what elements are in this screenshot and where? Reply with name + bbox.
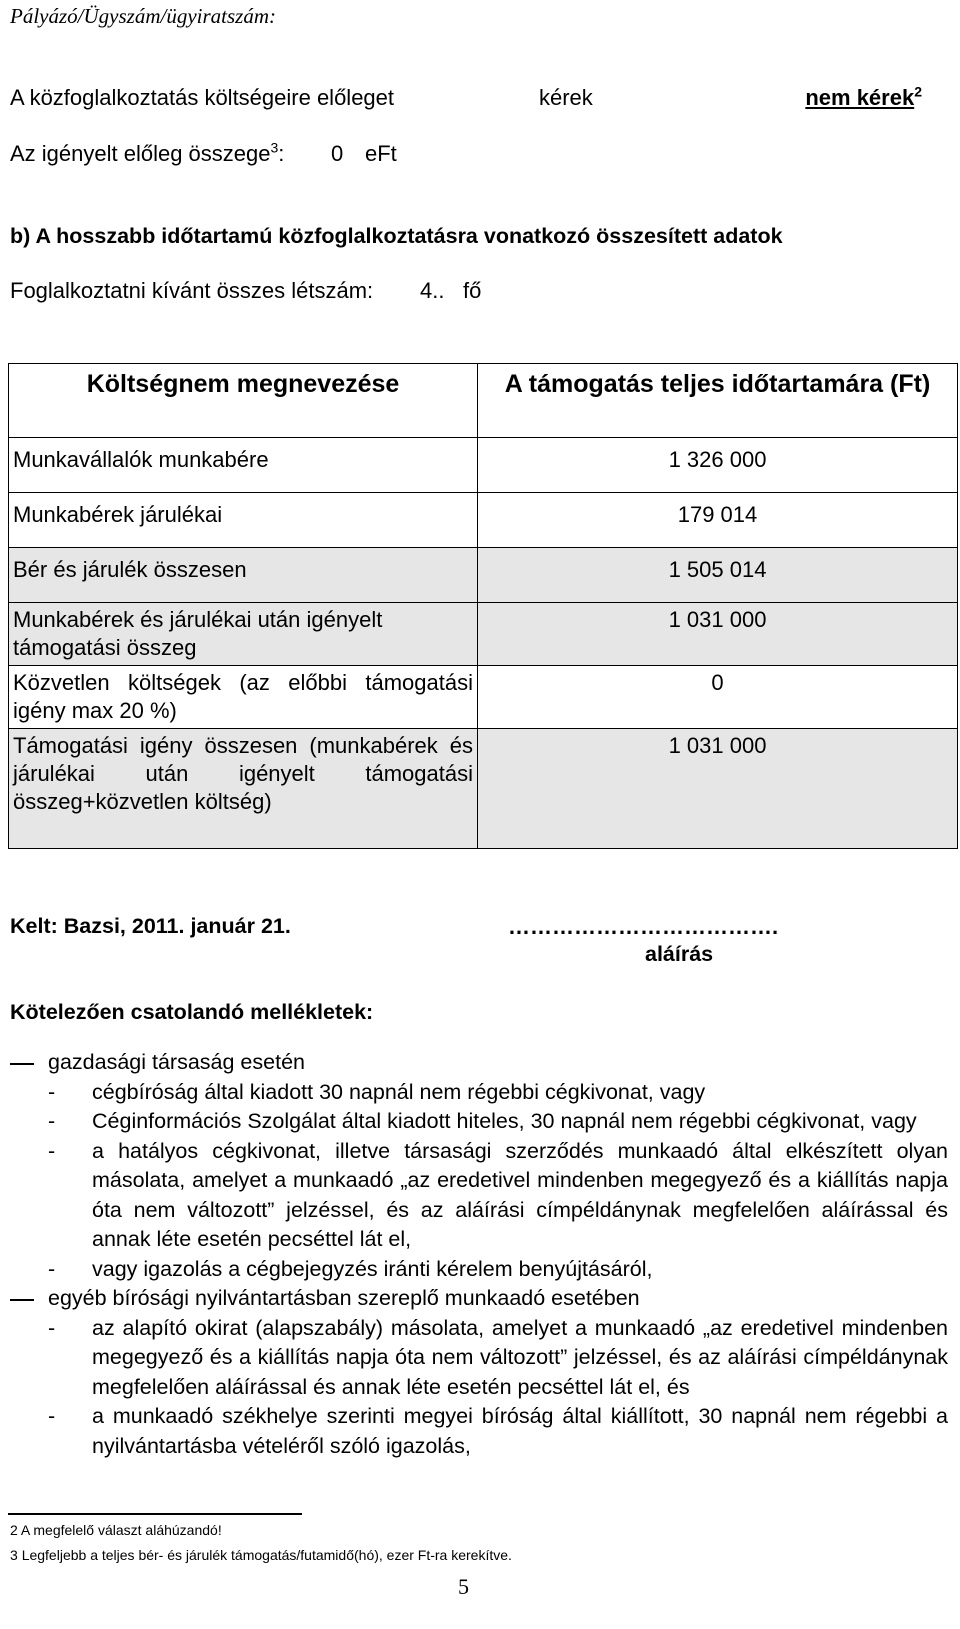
list-item (8, 1078, 948, 1108)
dated-place: Kelt: Bazsi, 2011. január 21. (10, 914, 291, 938)
row-label (9, 666, 478, 729)
advance-amount-unit: eFt (365, 141, 397, 166)
row-label: Munkavállalók munkabére (9, 438, 478, 493)
attachments-title: Kötelezően csatolandó mellékletek: (10, 1000, 374, 1024)
row-label: Munkabérek járulékai (9, 493, 478, 548)
list-item (8, 1137, 948, 1255)
table-row (9, 493, 958, 548)
headcount-value: 4.. (420, 278, 445, 303)
row-label (9, 729, 478, 849)
page-number: 5 (458, 1574, 469, 1599)
list-item (8, 1107, 948, 1137)
footnote-ref-3: 3 (270, 139, 279, 156)
dash-marker: - (48, 1404, 56, 1428)
footnote-text: A megfelelő választ aláhúzandó! (20, 1522, 222, 1538)
footnote-ref-2: 2 (914, 83, 922, 100)
headcount-unit: fő (463, 278, 482, 303)
list-item-text: a munkaadó székhelye szerinti megyei bíróság által kiállított, 30 napnál nem régebbi a nyilvántartásba vételéről szóló igazolás, (92, 1404, 948, 1458)
col-header-cost-type: Költségnem megnevezése (9, 364, 478, 438)
row-value: 1 031 000 (478, 729, 958, 849)
option-nem-kerek-text: nem kérek (805, 85, 915, 110)
table-header-row (9, 364, 958, 438)
col-header-support-total: A támogatás teljes időtartamára (Ft) (478, 364, 958, 438)
signature-dots: ………………………………. (508, 914, 779, 939)
footnote-separator (8, 1513, 302, 1515)
table-row (9, 666, 958, 729)
signature-label: aláírás (645, 942, 714, 966)
row-value: 1 031 000 (478, 603, 958, 666)
row-value: 1 505 014 (478, 548, 958, 603)
row-label: Bér és járulék összesen (9, 548, 478, 603)
dash-marker: - (48, 1315, 56, 1340)
option-kerek[interactable]: kérek (539, 85, 593, 110)
group-label: egyéb bírósági nyilvántartásban szereplő munkaadó esetében (48, 1286, 640, 1310)
footnote (10, 1547, 512, 1563)
footnote-text: Legfeljebb a teljes bér- és járulék támogatás/futamidő(hó), ezer Ft-ra kerekítve. (21, 1547, 512, 1563)
row-value: 179 014 (478, 493, 958, 548)
list-item (8, 1402, 948, 1461)
dash-marker: - (48, 1109, 56, 1133)
footnote-number: 2 (10, 1522, 18, 1538)
footnote (10, 1522, 222, 1538)
row-value: 0 (478, 666, 958, 729)
headcount-label: Foglalkoztatni kívánt összes létszám: (10, 278, 374, 303)
group-label: gazdasági társaság esetén (48, 1050, 305, 1074)
row-value: 1 326 000 (478, 438, 958, 493)
option-nem-kerek[interactable] (805, 85, 922, 111)
dash-marker: - (48, 1256, 56, 1281)
applicant-reference-label: Pályázó/Ügyszám/ügyiratszám: (10, 4, 276, 28)
list-item (8, 1314, 948, 1403)
table-row (9, 603, 958, 666)
row-label-text: Közvetlen költségek (az előbbi támogatási igény max 20 %) (13, 670, 473, 723)
list-item (8, 1284, 948, 1314)
table-row (9, 548, 958, 603)
advance-amount-label: Az igényelt előleg összege (10, 141, 271, 166)
list-item-text: az alapító okirat (alapszabály) másolata, amelyet a munkaadó „az eredetivel mindenben megegyező és a kiállítás napja óta nem változott” jelzéssel, és az aláírási címpéldánynak megfelelően aláírással és annak léte esetén pecséttel lát el, és (92, 1315, 948, 1399)
dash-marker (8, 1284, 48, 1314)
list-item-text: a hatályos cégkivonat, illetve társasági szerződés munkaadó által elkészített olyan másolata, amelyet a munkaadó „az eredetivel mindenben megegyező és a kiállítás napja óta nem változott” jelzéssel, és az aláírási címpéldánynak megfelelően aláírással és annak léte esetén pecséttel lát el, (92, 1138, 948, 1251)
attachments-list (8, 1048, 948, 1461)
section-b-title: b) A hosszabb időtartamú közfoglalkoztatásra vonatkozó összesített adatok (10, 224, 783, 248)
advance-amount-value: 0 (331, 141, 344, 166)
list-item (8, 1048, 948, 1078)
list-item-text: cégbíróság által kiadott 30 napnál nem régebbi cégkivonat, vagy (92, 1079, 706, 1104)
row-label: Munkabérek és járulékai után igényelt támogatási összeg (9, 603, 478, 666)
table-row (9, 438, 958, 493)
list-item (8, 1255, 948, 1285)
advance-question: A közfoglalkoztatás költségeire előleget (10, 85, 395, 110)
dash-marker (8, 1048, 48, 1078)
row-label-text: Támogatási igény összesen (munkabérek és járulékai után igényelt támogatási összeg+közvetlen költség) (13, 733, 473, 814)
cost-table (8, 363, 958, 849)
dash-marker: - (48, 1138, 56, 1163)
footnote-number: 3 (10, 1547, 18, 1563)
list-item-text: Céginformációs Szolgálat által kiadott hiteles, 30 napnál nem régebbi cégkivonat, vagy (92, 1109, 917, 1133)
table-row (9, 729, 958, 849)
advance-amount-line (10, 141, 284, 167)
advance-amount-colon: : (278, 141, 285, 166)
list-item-text: vagy igazolás a cégbejegyzés iránti kérelem benyújtásáról, (92, 1256, 653, 1281)
dash-marker: - (48, 1079, 56, 1104)
